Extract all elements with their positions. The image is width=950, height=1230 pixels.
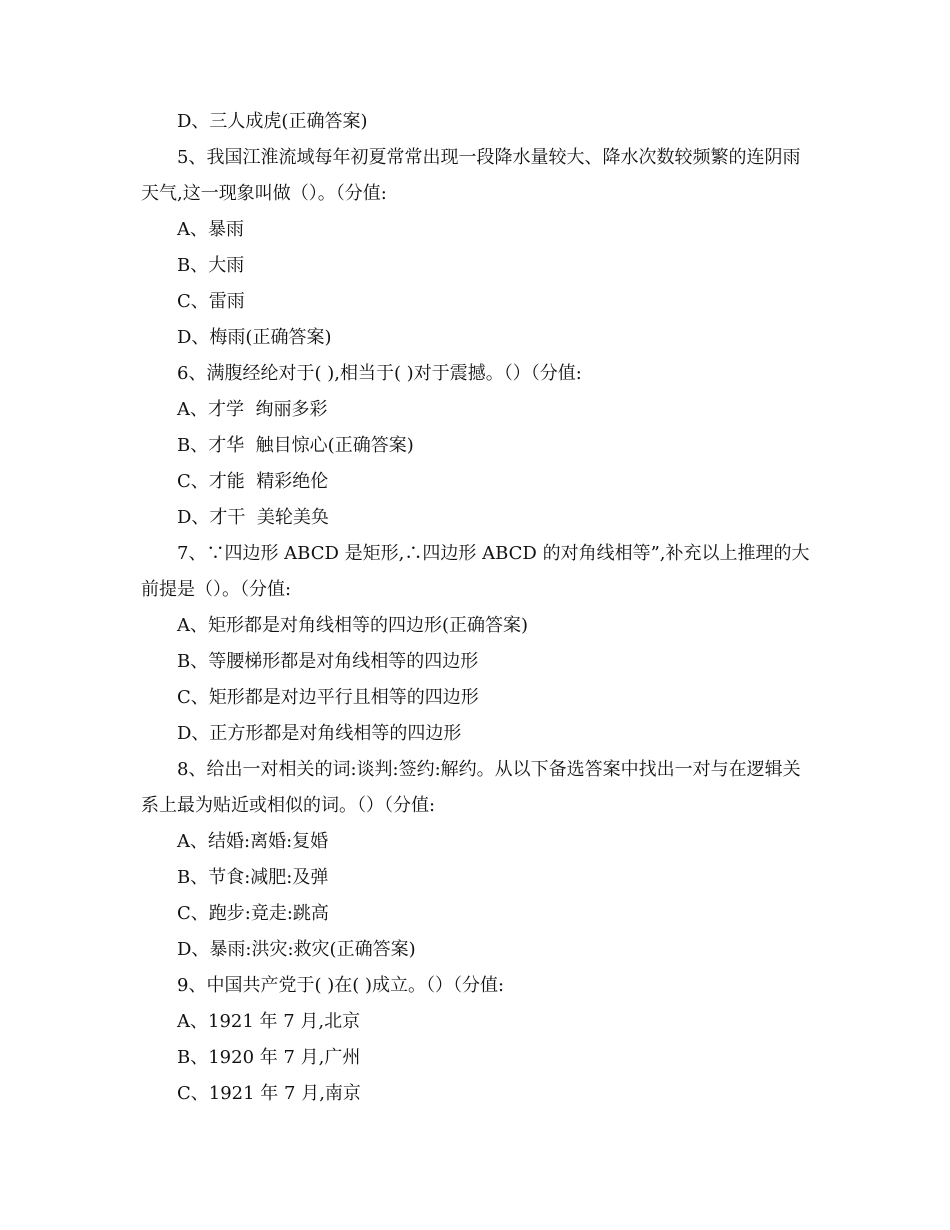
question-9: 9、中国共产党于( )在( )成立。（）（分值: [177, 975, 505, 996]
option-a-q9: A、1921 年 7 月,北京 [177, 1011, 361, 1032]
option-b-q6: B、才华 触目惊心(正确答案) [177, 435, 414, 456]
option-a-q7: A、矩形都是对角线相等的四边形(正确答案) [177, 615, 529, 636]
option-d-q8: D、暴雨:洪灾:救灾(正确答案) [177, 939, 416, 960]
option-d-q4: D、三人成虎(正确答案) [177, 111, 368, 132]
option-c-q5: C、雷雨 [177, 291, 245, 312]
option-b-q5: B、大雨 [177, 255, 245, 276]
option-c-q9: C、1921 年 7 月,南京 [177, 1083, 361, 1104]
option-a-q5: A、暴雨 [177, 219, 244, 240]
option-d-q5: D、梅雨(正确答案) [177, 327, 332, 348]
option-b-q7: B、等腰梯形都是对角线相等的四边形 [177, 651, 479, 672]
question-6: 6、满腹经纶对于( ),相当于( )对于震撼。（）（分值: [177, 363, 582, 384]
option-b-q8: B、节食:减肥:及弹 [177, 867, 329, 888]
option-c-q7: C、矩形都是对边平行且相等的四边形 [177, 687, 479, 708]
document-body [141, 104, 813, 1112]
question-7: 7、∵四边形 ABCD 是矩形,∴四边形 ABCD 的对角线相等”,补充以上推理的大前提是（）。（分值: [141, 543, 810, 600]
option-d-q7: D、正方形都是对角线相等的四边形 [177, 723, 462, 744]
question-5: 5、我国江淮流域每年初夏常常出现一段降水量较大、降水次数较频繁的连阴雨天气,这一现象叫做（）。（分值: [141, 147, 801, 204]
option-d-q6: D、才干 美轮美奂 [177, 507, 329, 528]
option-a-q6: A、才学 绚丽多彩 [177, 399, 328, 420]
option-c-q6: C、才能 精彩绝伦 [177, 471, 329, 492]
option-c-q8: C、跑步:竟走:跳高 [177, 903, 329, 924]
question-8: 8、给出一对相关的词:谈判:签约:解约。从以下备选答案中找出一对与在逻辑关系上最为贴近或相似的词。（）（分值: [141, 759, 801, 816]
option-b-q9: B、1920 年 7 月,广州 [177, 1047, 361, 1068]
option-a-q8: A、结婚:离婚:复婚 [177, 831, 329, 852]
